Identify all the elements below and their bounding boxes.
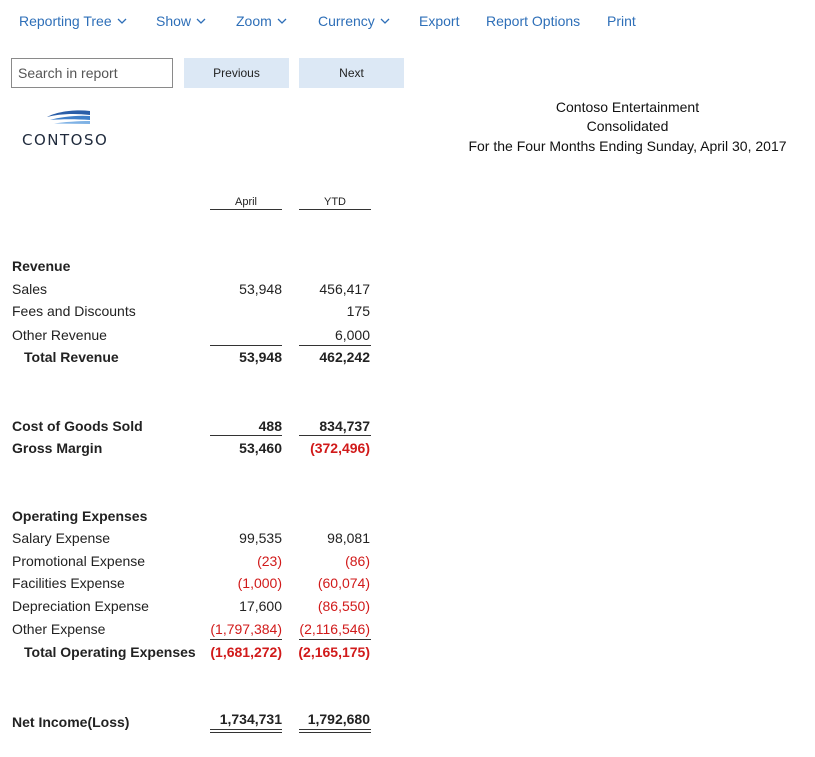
other-expense-ytd: (2,116,546): [299, 621, 370, 637]
reporting-tree-label: Reporting Tree: [19, 13, 112, 29]
chevron-down-icon: [196, 17, 206, 25]
previous-button[interactable]: Previous: [184, 58, 289, 88]
salary-april: 99,535: [239, 530, 282, 546]
print-link[interactable]: Print: [607, 13, 636, 29]
promo-ytd: (86): [345, 553, 370, 569]
reporting-tree-menu[interactable]: [19, 13, 127, 29]
total-double-rule: [299, 732, 371, 733]
net-income-ytd: 1,792,680: [307, 711, 370, 727]
sales-ytd: 456,417: [319, 281, 370, 297]
opex-heading: Operating Expenses: [12, 508, 148, 524]
currency-label: Currency: [318, 13, 375, 29]
depreciation-ytd: (86,550): [317, 598, 370, 614]
row-label-net-income: Net Income(Loss): [12, 714, 130, 730]
show-menu[interactable]: [156, 13, 206, 29]
subtotal-rule: [299, 435, 371, 436]
subtotal-rule: [210, 435, 282, 436]
subtotal-rule: [210, 639, 282, 640]
contoso-swoosh-icon: [44, 108, 92, 126]
report-options-link[interactable]: Report Options: [486, 13, 581, 29]
facilities-april: (1,000): [237, 575, 282, 591]
column-header-april: April: [210, 196, 282, 210]
revenue-heading: Revenue: [12, 258, 71, 274]
report-entity: Consolidated: [586, 118, 669, 134]
row-label-total-revenue: Total Revenue: [24, 349, 119, 365]
depreciation-april: 17,600: [239, 598, 282, 614]
subtotal-rule: [299, 639, 371, 640]
gross-margin-april: 53,460: [239, 440, 282, 456]
other-expense-april: (1,797,384): [210, 621, 282, 637]
chevron-down-icon: [380, 17, 390, 25]
row-label-total-opex: Total Operating Expenses: [24, 644, 196, 660]
sales-april: 53,948: [239, 281, 282, 297]
report-toolbar: [0, 0, 815, 44]
search-input[interactable]: [11, 58, 173, 88]
row-label-depreciation: Depreciation Expense: [12, 598, 149, 614]
row-label-gross-margin: Gross Margin: [12, 440, 103, 456]
row-label-cogs: Cost of Goods Sold: [12, 418, 143, 434]
chevron-down-icon: [277, 17, 287, 25]
row-label-salary: Salary Expense: [12, 530, 111, 546]
currency-menu[interactable]: [318, 13, 390, 29]
row-label-other-expense: Other Expense: [12, 621, 106, 637]
subtotal-rule: [299, 345, 371, 346]
report-period: For the Four Months Ending Sunday, April 30, 2017: [468, 138, 787, 154]
promo-april: (23): [257, 553, 282, 569]
zoom-menu[interactable]: [236, 13, 287, 29]
row-label-other-revenue: Other Revenue: [12, 327, 107, 343]
total-double-rule: [210, 732, 282, 733]
total-opex-ytd: (2,165,175): [298, 644, 370, 660]
net-income-april: 1,734,731: [219, 711, 282, 727]
total-revenue-april: 53,948: [239, 349, 282, 365]
company-logo: [22, 108, 114, 148]
row-label-facilities: Facilities Expense: [12, 575, 125, 591]
row-label-fees: Fees and Discounts: [12, 303, 136, 319]
export-link[interactable]: Export: [419, 13, 460, 29]
total-opex-april: (1,681,272): [210, 644, 282, 660]
gross-margin-ytd: (372,496): [310, 440, 370, 456]
report-company: Contoso Entertainment: [555, 99, 700, 115]
total-revenue-ytd: 462,242: [319, 349, 370, 365]
total-double-rule: [299, 729, 371, 730]
facilities-ytd: (60,074): [317, 575, 370, 591]
row-label-promo: Promotional Expense: [12, 553, 146, 569]
salary-ytd: 98,081: [327, 530, 370, 546]
logo-text: CONTOSO: [22, 131, 109, 149]
total-double-rule: [210, 729, 282, 730]
subtotal-rule: [210, 345, 282, 346]
row-label-sales: Sales: [12, 281, 48, 297]
fees-ytd: 175: [346, 303, 370, 319]
chevron-down-icon: [117, 17, 127, 25]
cogs-ytd: 834,737: [319, 418, 370, 434]
cogs-april: 488: [258, 418, 282, 434]
zoom-label: Zoom: [236, 13, 272, 29]
show-label: Show: [156, 13, 192, 29]
next-button[interactable]: Next: [299, 58, 404, 88]
other-revenue-ytd: 6,000: [334, 327, 370, 343]
column-header-ytd: YTD: [299, 196, 371, 210]
